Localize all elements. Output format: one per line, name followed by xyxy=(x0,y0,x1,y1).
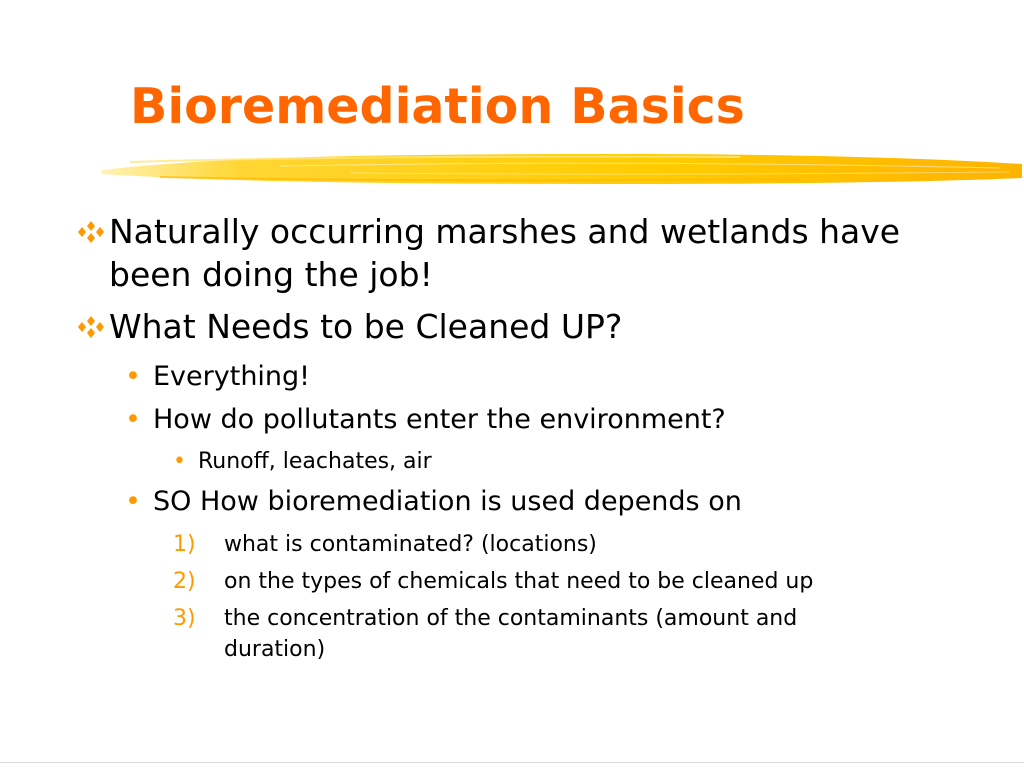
dot-bullet-icon: • xyxy=(125,404,141,435)
bottom-divider xyxy=(0,762,1024,763)
numbered-text-line: the concentration of the contaminants (amount and xyxy=(224,606,798,631)
numbered-text-line: duration) xyxy=(224,637,326,662)
item-number: 3) xyxy=(173,606,196,631)
item-number: 2) xyxy=(173,569,196,594)
title-underline-brushstroke xyxy=(100,148,1024,190)
dot-bullet-icon: • xyxy=(125,361,141,392)
sub-bullet-text: Everything! xyxy=(153,361,311,392)
diamond-bullet-icon xyxy=(78,221,104,243)
bullet-text-line: Naturally occurring marshes and wetlands have xyxy=(109,212,901,251)
bullet-text-line: been doing the job! xyxy=(109,255,433,294)
numbered-text-line: on the types of chemicals that need to be cleaned up xyxy=(224,569,814,594)
numbered-text-line: what is contaminated? (locations) xyxy=(224,532,597,557)
diamond-bullet-icon xyxy=(78,316,104,338)
sub-bullet-text: How do pollutants enter the environment? xyxy=(153,404,726,435)
slide-title: Bioremediation Basics xyxy=(130,78,745,135)
dot-bullet-icon: • xyxy=(173,449,186,474)
bullet-text-line: What Needs to be Cleaned UP? xyxy=(109,307,623,346)
dot-bullet-icon: • xyxy=(125,486,141,517)
sub-sub-bullet-text: Runoff, leachates, air xyxy=(198,449,432,474)
item-number: 1) xyxy=(173,532,196,557)
sub-bullet-text: SO How bioremediation is used depends on xyxy=(153,486,742,517)
